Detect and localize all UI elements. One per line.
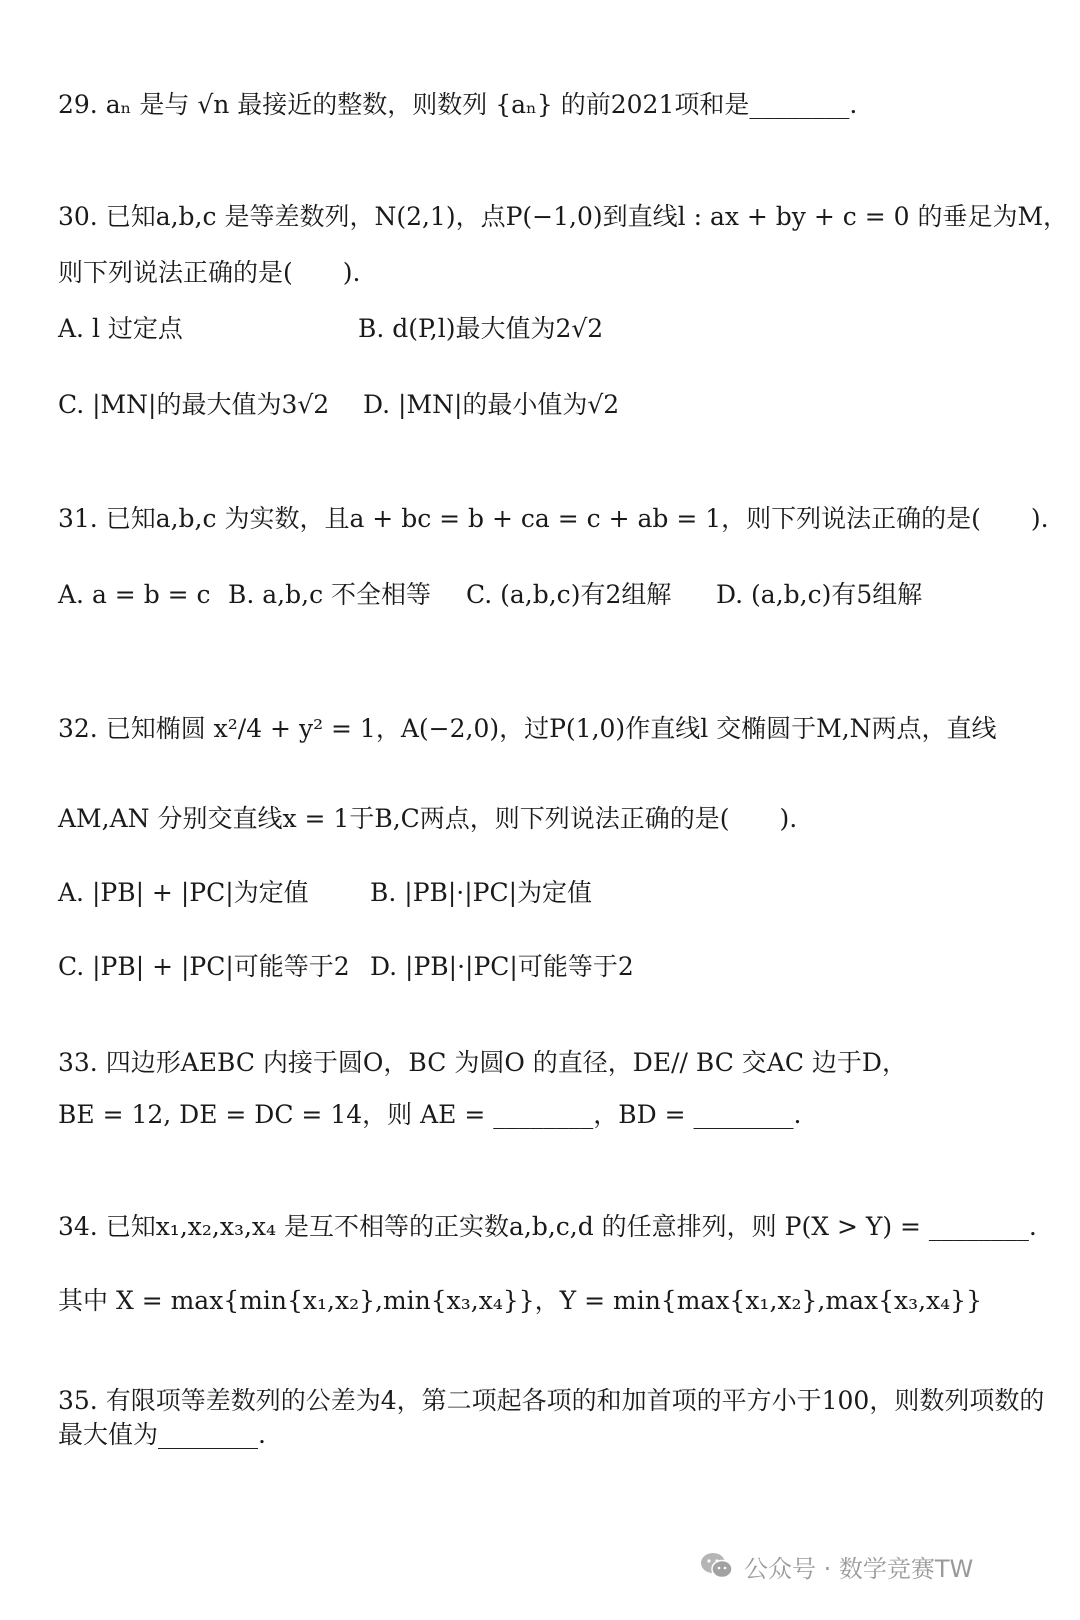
problem-31-option-a: A. a = b = c [58,580,211,609]
wechat-icon [700,1551,734,1581]
problem-32-line-1: 32. 已知椭圆 x²/4 + y² = 1，A(−2,0)，过P(1,0)作直线l 交椭圆于M,N两点，直线 [58,714,997,743]
problem-32-option-b: B. |PB|·|PC|为定值 [370,878,593,907]
problem-33-line-2: BE = 12, DE = DC = 14，则 AE = ________，BD = ________. [58,1100,802,1129]
problem-34 [58,1210,1038,1318]
problem-32-option-c: C. |PB| + |PC|可能等于2 [58,952,350,981]
problem-32 [58,712,1038,984]
problem-31-option-c: C. (a,b,c)有2组解 [466,580,672,609]
problem-30-options-row-1 [58,312,1038,346]
problem-29-line-1: 29. aₙ 是与 √n 最接近的整数，则数列 {aₙ} 的前2021项和是________. [58,90,858,119]
problem-30-options-row-2 [58,388,1038,422]
problem-31-options-row-1 [58,578,1038,612]
problem-35 [58,1384,1045,1452]
problem-30-option-d: D. |MN|的最小值为√2 [363,390,620,419]
problem-32-option-d: D. |PB|·|PC|可能等于2 [370,952,634,981]
watermark [700,1548,973,1584]
problem-31-option-b: B. a,b,c 不全相等 [228,580,432,609]
problem-35-line-2: 最大值为________. [58,1420,266,1449]
problem-33 [58,1046,1038,1132]
problem-31 [58,502,1049,612]
problem-29 [58,88,1038,122]
watermark-text: 公众号 · 数学竞赛TW [744,1554,974,1583]
problem-30-option-b: B. d(P,l)最大值为2√2 [358,314,604,343]
problem-30-line-1: 30. 已知a,b,c 是等差数列，N(2,1)，点P(−1,0)到直线l : ax + by + c = 0 的垂足为M， [58,202,1069,231]
problem-33-line-1: 33. 四边形AEBC 内接于圆O，BC 为圆O 的直径，DE// BC 交AC 边于D， [58,1048,907,1077]
problem-30-option-a: A. l 过定点 [58,314,183,343]
problem-32-options-row-1 [58,876,1038,910]
problem-32-line-2: AM,AN 分别交直线x = 1于B,C两点，则下列说法正确的是( ). [58,804,798,833]
problem-35-line-1: 35. 有限项等差数列的公差为4，第二项起各项的和加首项的平方小于100，则数列项数的 [58,1386,1045,1415]
problem-32-options-row-2 [58,950,1038,984]
problem-31-line-1: 31. 已知a,b,c 为实数，且a + bc = b + ca = c + ab = 1，则下列说法正确的是( ). [58,504,1049,533]
problem-30-option-c: C. |MN|的最大值为3√2 [58,390,330,419]
problem-34-line-2: 其中 X = max{min{x₁,x₂},min{x₃,x₄}}，Y = min{max{x₁,x₂},max{x₃,x₄}} [58,1286,982,1315]
problem-34-line-1: 34. 已知x₁,x₂,x₃,x₄ 是互不相等的正实数a,b,c,d 的任意排列，则 P(X > Y) = ________. [58,1212,1037,1241]
problem-30 [58,200,1069,422]
problem-30-line-2: 则下列说法正确的是( ). [58,258,361,287]
problem-32-option-a: A. |PB| + |PC|为定值 [58,878,309,907]
problem-31-option-d: D. (a,b,c)有5组解 [716,580,923,609]
